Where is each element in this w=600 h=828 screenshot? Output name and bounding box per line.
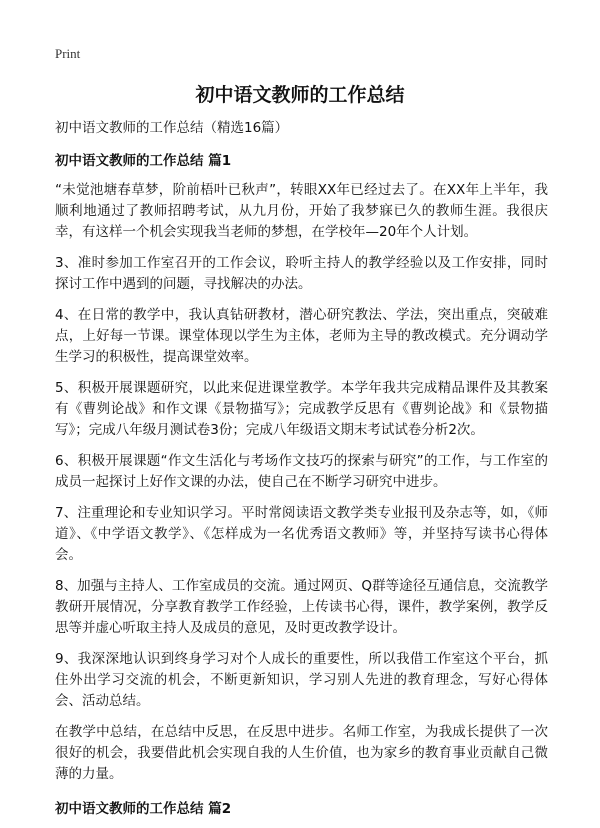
paragraph: 8、加强与主持人、工作室成员的交流。通过网页、Q群等途径互通信息，交流教学教研开展情况，分享教育教学工作经验，上传读书心得，课件，教学案例，教学反思等并虚心听取主持人及成员的意见，及时更改教学设计。 (55, 578, 548, 636)
paragraph: 6、积极开展课题“作文生活化与考场作文技巧的探索与研究”的工作，与工作室的成员一起探讨上好作文课的办法，使自己在不断学习研究中进步。 (55, 453, 548, 490)
paragraph: 5、积极开展课题研究，以此来促进课堂教学。本学年我共完成精品课件及其教案有《曹刿论战》和作文课《景物描写》；完成教学反思有《曹刿论战》和《景物描写》；完成八年级月测试卷3份；完成八年级语文期末考试试卷分析2次。 (55, 380, 548, 438)
document-subtitle: 初中语文教师的工作总结（精选16篇） (55, 120, 289, 136)
section-heading-1: 初中语文教师的工作总结 篇1 (55, 153, 232, 169)
document-body (55, 118, 548, 828)
paragraph: 在教学中总结，在总结中反思，在反思中进步。名师工作室，为我成长提供了一次很好的机会，我要借此机会实现自我的人生价值，也为家乡的教育事业贡献自己微薄的力量。 (55, 724, 548, 782)
paragraph: 9、我深深地认识到终身学习对个人成长的重要性，所以我借工作室这个平台，抓住外出学习交流的机会，不断更新知识，学习别人先进的教育理念，写好心得体会、活动总结。 (55, 651, 548, 709)
paragraph: “未觉池塘春草梦，阶前梧叶已秋声”，转眼XX年已经过去了。在XX年上半年，我顺利地通过了教师招聘考试，从九月份，开始了我梦寐已久的教师生涯。我很庆幸，有这样一个机会实现我当老师的梦想，在学校年—20年个人计划。 (55, 182, 548, 240)
paragraph: 7、注重理论和专业知识学习。平时常阅读语文教学类专业报刊及杂志等，如，《师道》、《中学语文教学》、《怎样成为一名优秀语文教师》等，并坚持写读书心得体会。 (55, 505, 548, 563)
paragraph: 3、准时参加工作室召开的工作会议，聆听主持人的教学经验以及工作安排，同时探讨工作中遇到的问题，寻找解决的办法。 (55, 255, 548, 292)
paragraph: 4、在日常的教学中，我认真钻研教材，潜心研究教法、学法，突出重点，突破难点，上好每一节课。课堂体现以学生为主体，老师为主导的教改模式。充分调动学生学习的积极性，提高课堂效率。 (55, 307, 548, 365)
section-heading-2: 初中语文教师的工作总结 篇2 (55, 801, 232, 817)
print-link[interactable]: Print (55, 46, 81, 61)
document-title: 初中语文教师的工作总结 (195, 84, 405, 106)
